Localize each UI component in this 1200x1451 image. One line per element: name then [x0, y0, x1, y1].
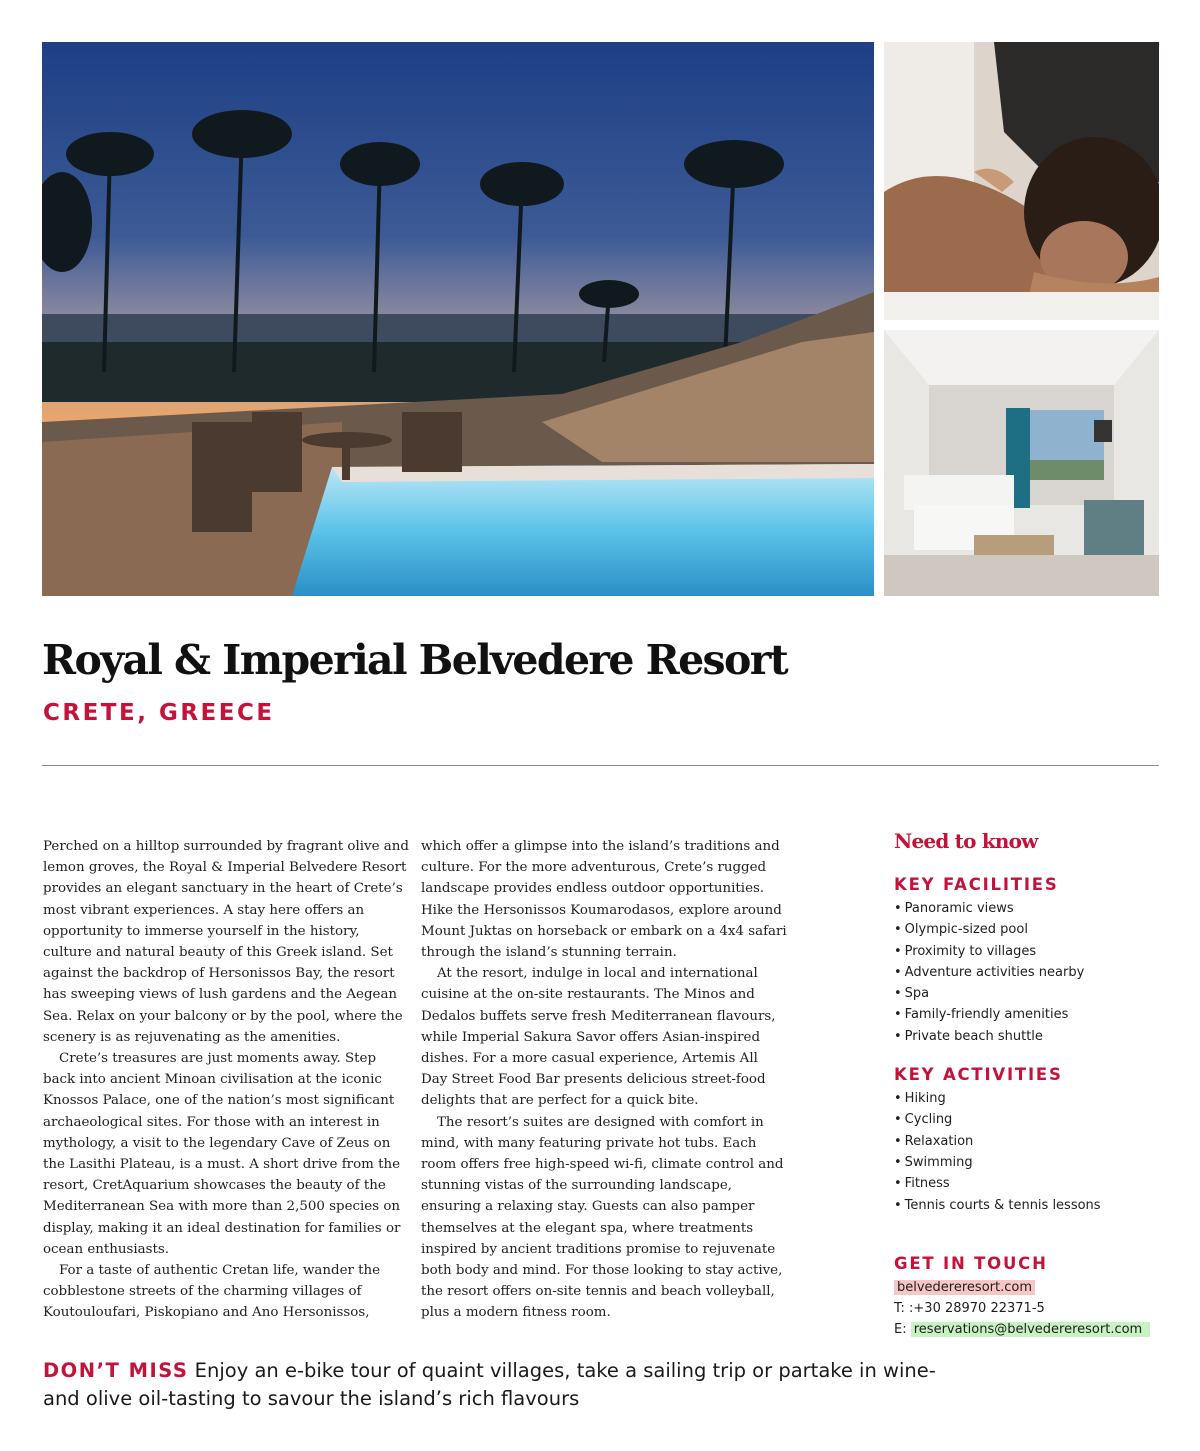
list-item: • Cycling — [894, 1109, 1164, 1130]
phone-label: T: — [894, 1301, 910, 1317]
email-link[interactable]: reservations@belvedereresort.com — [911, 1322, 1151, 1337]
paragraph: The resort’s suites are designed with comfort in mind, with many featuring private hot tubs. Each room offers free high-speed wi-fi, climate control and stunning vistas of the surrounding landscape, ensuring a relaxing stay. Guests can also pamper themselves at the elegant spa, where treatments inspired by ancient traditions promise to rejuvenate both body and mind. For those looking to stay active, the resort offers on-site tennis and beach volleyball, plus a modern fitness room. — [421, 1114, 784, 1321]
paragraph: which offer a glimpse into the island’s traditions and culture. For the more adventurous, Crete’s rugged landscape provides endless outdoor opportunities. Hike the Hersonissos Koumarodasos, explore around Mount Juktas on horseback or embark on a 4x4 safari through the island’s stunning terrain. — [421, 839, 787, 961]
divider-line — [42, 765, 1159, 766]
key-facilities-section — [894, 875, 1164, 1047]
website-line — [894, 1277, 1164, 1298]
need-to-know-sidebar — [894, 829, 1164, 1341]
dont-miss-callout — [43, 1357, 943, 1413]
list-item: • Private beach shuttle — [894, 1026, 1164, 1047]
list-item: • Hiking — [894, 1088, 1164, 1109]
article-column-2 — [421, 836, 787, 1324]
email-label: E: — [894, 1322, 911, 1338]
list-item: • Adventure activities nearby — [894, 962, 1164, 983]
list-item: • Proximity to villages — [894, 941, 1164, 962]
hero-image — [42, 42, 874, 596]
key-facilities-heading: KEY FACILITIES — [894, 875, 1059, 894]
paragraph: Perched on a hilltop surrounded by fragrant olive and lemon groves, the Royal & Imperial Belvedere Resort provides an elegant sanctuary in the heart of Crete’s most vibrant experiences. A stay here offers an opportunity to immerse yourself in the history, culture and natural beauty of this Greek island. Set against the backdrop of Hersonissos Bay, the resort has sweeping views of lush gardens and the Aegean Sea. Relax on your balcony or by the pool, where the scenery is as rejuvenating as the amenities. — [43, 839, 409, 1045]
activities-list — [894, 1088, 1164, 1216]
list-item: • Olympic-sized pool — [894, 919, 1164, 940]
paragraph: For a taste of authentic Cretan life, wander the cobblestone streets of the charming villages of Koutouloufari, Piskopiano and Ano Hersonissos, — [43, 1263, 381, 1321]
list-item: • Tennis courts & tennis lessons — [894, 1195, 1164, 1216]
list-item: • Spa — [894, 983, 1164, 1004]
facilities-list — [894, 898, 1164, 1047]
sidebar-heading: Need to know — [894, 829, 1038, 853]
key-activities-section — [894, 1065, 1164, 1216]
article-column-1 — [43, 836, 409, 1324]
paragraph: At the resort, indulge in local and international cuisine at the on-site restaurants. The Minos and Dedalos buffets serve fresh Mediterranean flavours, while Imperial Sakura Savor offers Asian-inspired dishes. For a more casual experience, Artemis All Day Street Food Bar presents delicious street-food delights that are perfect for a quick bite. — [421, 966, 776, 1109]
list-item: • Fitness — [894, 1173, 1164, 1194]
list-item: • Swimming — [894, 1152, 1164, 1173]
email-line — [894, 1319, 1164, 1340]
phone-line — [894, 1298, 1164, 1319]
resort-title: Royal & Imperial Belvedere Resort — [42, 636, 788, 684]
dont-miss-text: Enjoy an e-bike tour of quaint villages, take a sailing trip or partake in wine- and olive oil-tasting to savour the island’s rich flavours — [43, 1359, 936, 1410]
dont-miss-label: DON’T MISS — [43, 1359, 189, 1382]
phone-number[interactable]: :+30 28970 22371-5 — [909, 1301, 1045, 1317]
list-item: • Panoramic views — [894, 898, 1164, 919]
get-in-touch-section — [894, 1254, 1164, 1341]
location-subtitle: CRETE, GREECE — [43, 700, 275, 726]
spa-massage-image — [884, 42, 1159, 320]
hotel-room-image — [884, 330, 1159, 596]
list-item: • Relaxation — [894, 1131, 1164, 1152]
get-in-touch-heading: GET IN TOUCH — [894, 1253, 1048, 1273]
list-item: • Family-friendly amenities — [894, 1004, 1164, 1025]
key-activities-heading: KEY ACTIVITIES — [894, 1065, 1063, 1085]
website-link[interactable]: belvedereresort.com — [894, 1280, 1035, 1295]
paragraph: Crete’s treasures are just moments away. Step back into ancient Minoan civilisation at the iconic Knossos Palace, one of the nation’s most significant archaeological sites. For those with an interest in mythology, a visit to the legendary Cave of Zeus on the Lasithi Plateau, is a must. A short drive from the resort, CretAquarium showcases the beauty of the Mediterranean Sea with more than 2,500 species on display, making it an ideal destination for families or ocean enthusiasts. — [43, 1051, 401, 1257]
